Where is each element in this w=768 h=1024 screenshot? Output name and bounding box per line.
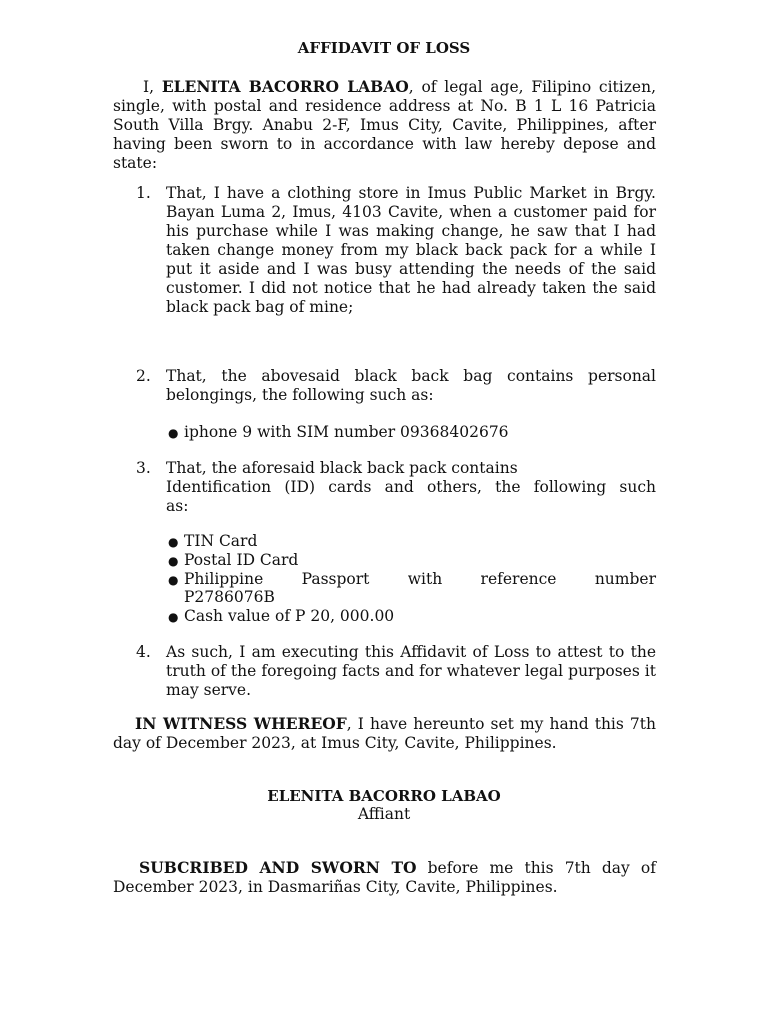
item-text-line: That, the abovesaid black back bag contains personal [166, 367, 656, 385]
item-text-line: as: [166, 497, 189, 515]
jurat-text: before me this 7th day of December 2023, in Dasmariñas City, Cavite, Philippines. [113, 859, 656, 896]
item-number: 3. [136, 459, 151, 477]
list-item: Postal ID Card [184, 551, 299, 569]
item-number: 4. [136, 643, 151, 661]
item-text-line: belongings, the following such as: [166, 386, 434, 404]
item-text-line: Identification (ID) cards and others, the following such [166, 478, 656, 496]
witness-text: , I have hereunto set my hand this 7th day of December 2023, at Imus City, Cavite, Philippines. [113, 715, 656, 752]
list-item: Philippine Passport with reference number [184, 570, 656, 588]
intro-prefix: I, [143, 78, 162, 96]
witness-paragraph [113, 714, 656, 753]
bullet-icon: ● [168, 573, 179, 587]
bullet-icon: ● [168, 426, 179, 440]
list-item: TIN Card [184, 532, 258, 550]
item-number: 2. [136, 367, 151, 385]
intro-paragraph [113, 77, 656, 173]
affiant-name-inline: ELENITA BACORRO LABAO [161, 77, 409, 96]
bullet-icon: ● [168, 554, 179, 568]
jurat-paragraph [113, 858, 656, 897]
signature-role: Affiant [357, 805, 411, 823]
document-title: AFFIDAVIT OF LOSS [297, 39, 471, 57]
item-text: As such, I am executing this Affidavit of Loss to attest to the truth of the foregoing facts and for whatever legal purposes it may serve. [166, 643, 656, 699]
item-text: That, I have a clothing store in Imus Public Market in Brgy. Bayan Luma 2, Imus, 4103 Cavite, when a customer paid for his purchase while I was making change, he saw that I had taken change money from my black back pack for a while I put it aside and I was busy attending the needs of the said customer. I did not notice that he had already taken the said black pack bag of mine; [166, 184, 656, 316]
item-number: 1. [136, 184, 151, 202]
bullet-icon: ● [168, 535, 179, 549]
list-item: Cash value of P 20, 000.00 [184, 607, 395, 625]
intro-text: , of legal age, Filipino citizen, single, with postal and residence address at No. B 1 L 16 Patricia South Villa Brgy. Anabu 2-F, Imus City, Cavite, Philippines, after having been sworn to in accordance with law hereby depose and state: [113, 78, 656, 172]
signature-name: ELENITA BACORRO LABAO [267, 787, 501, 805]
jurat-heading: SUBCRIBED AND SWORN TO [139, 858, 417, 877]
list-item-continued: P2786076B [184, 588, 275, 606]
witness-heading: IN WITNESS WHEREOF [135, 714, 347, 733]
list-item: iphone 9 with SIM number 09368402676 [184, 423, 509, 441]
bullet-icon: ● [168, 610, 179, 624]
item-text-line: That, the aforesaid black back pack contains [166, 459, 518, 477]
